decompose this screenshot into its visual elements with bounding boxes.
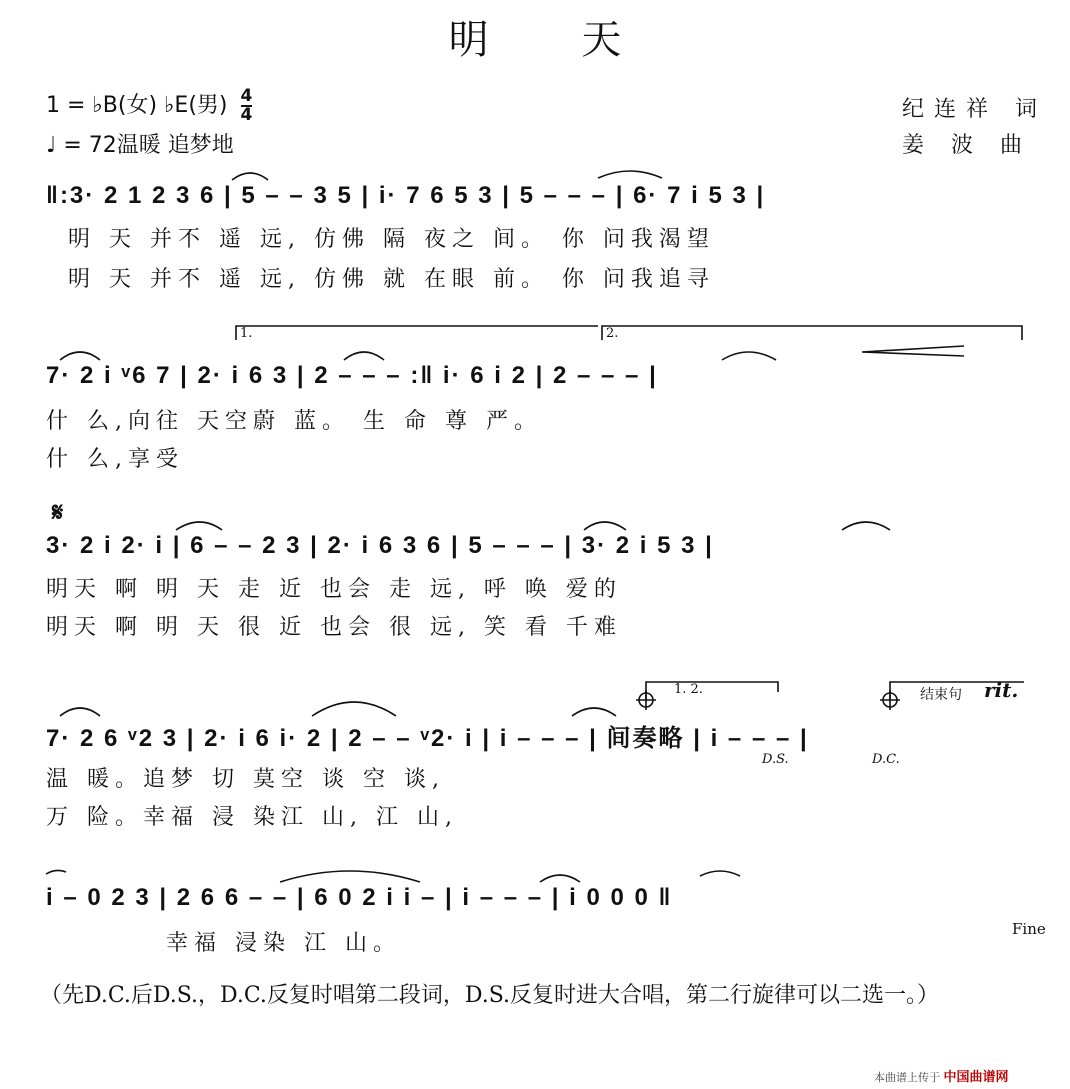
key-text: 1 = ♭B(女) ♭E(男)	[46, 93, 228, 118]
slur-2-3	[722, 352, 776, 360]
notation-row-2: 7· 2 i ᵛ6 7 | 2· i 6 3 | 2 – – – :‖ i· 6 i 2 | 2 – – – |	[46, 362, 658, 389]
volta-bracket-2	[602, 326, 1022, 340]
slur-4-2	[312, 702, 396, 716]
slur-3-1	[176, 522, 222, 530]
time-bottom: 4	[240, 105, 253, 125]
crescendo-hairpin	[862, 346, 964, 356]
slur-4-3	[572, 708, 616, 716]
volta-bracket-1	[236, 326, 598, 340]
slur-3-2	[584, 522, 626, 530]
lyric-row-4-verse-2: 万 险。幸福 浸 染江 山, 江 山,	[46, 805, 458, 830]
slur-2-2	[344, 352, 384, 360]
slur-2-1	[60, 352, 100, 360]
notation-row-4: 7· 2 6 ᵛ2 3 | 2· i 6 i· 2 | 2 – – ᵛ2· i | i – – – | 间奏略 | i – – – |	[46, 725, 809, 752]
lyric-row-4-verse-1: 温 暖。追梦 切 莫空 谈 空 谈,	[46, 767, 445, 792]
notation-row-3: 3· 2 i 2· i | 6 – – 2 3 | 2· i 6 3 6 | 5 – – – | 3· 2 i 5 3 |	[46, 532, 714, 559]
watermark-prefix: 本曲谱上传于	[874, 1071, 940, 1084]
notation-row-5: i – 0 2 3 | 2 6 6 – – | 6 0 2 i i – | i – – – | i 0 0 0 ‖	[46, 884, 673, 911]
composer-credit: 姜 波 曲	[902, 133, 1032, 158]
notation-row-1: ‖:3· 2 1 2 3 6 | 5 – – 3 5 | i· 7 6 5 3 | 5 – – – | 6· 7 i 5 3 |	[46, 182, 766, 209]
song-title: 明 天	[448, 17, 662, 63]
performance-note: （先D.C.后D.S.，D.C.反复时唱第二段词，D.S.反复时进大合唱，第二行旋律可以二选一。）	[40, 983, 940, 1008]
dal-segno-mark: D.S.	[762, 752, 789, 767]
segno-sign: 𝄋	[52, 498, 64, 528]
lyric-row-1-verse-1: 明 天 并不 遥 远, 仿佛 隔 夜之 间。 你 问我渴望	[68, 227, 715, 252]
volta-1-label: 1.	[240, 326, 253, 341]
lyric-row-3-verse-2: 明天 啊 明 天 很 近 也会 很 远, 笑 看 千难	[46, 615, 622, 640]
slur-5-2	[540, 875, 580, 882]
volta-bracket-4	[646, 682, 778, 700]
ending-bracket	[890, 682, 1024, 700]
lyricist-credit: 纪连祥 词	[902, 97, 1047, 122]
lyric-row-2-verse-2: 什 么,享受	[46, 447, 184, 472]
volta-1-2-label: 1. 2.	[674, 682, 703, 697]
lyric-row-5: 幸福 浸染 江 山。	[166, 931, 401, 956]
ending-phrase-label: 结束句	[920, 687, 962, 703]
slur-4-1	[60, 708, 100, 716]
slur-3-3	[842, 522, 890, 530]
slur-1-2	[598, 171, 662, 178]
time-top: 4	[240, 86, 253, 106]
lyric-row-3-verse-1: 明天 啊 明 天 走 近 也会 走 远, 呼 唤 爱的	[46, 577, 622, 602]
slur-5-1	[280, 871, 420, 882]
fine-mark: Fine	[1012, 920, 1046, 938]
tie-5-3	[700, 871, 740, 876]
lyric-row-1-verse-2: 明 天 并不 遥 远, 仿佛 就 在眼 前。 你 问我追寻	[68, 267, 715, 292]
ritardando-mark: rit.	[984, 678, 1019, 702]
tempo-marking: ♩ = 72温暖 追梦地	[46, 133, 234, 158]
da-capo-mark: D.C.	[872, 752, 900, 767]
tie-start-5	[46, 870, 66, 874]
watermark-site: 中国曲谱网	[943, 1070, 1009, 1085]
volta-2-label: 2.	[606, 326, 619, 341]
lyric-row-2-verse-1: 什 么,向往 天空蔚 蓝。 生 命 尊 严。	[46, 409, 542, 434]
slur-1-1	[232, 173, 268, 180]
